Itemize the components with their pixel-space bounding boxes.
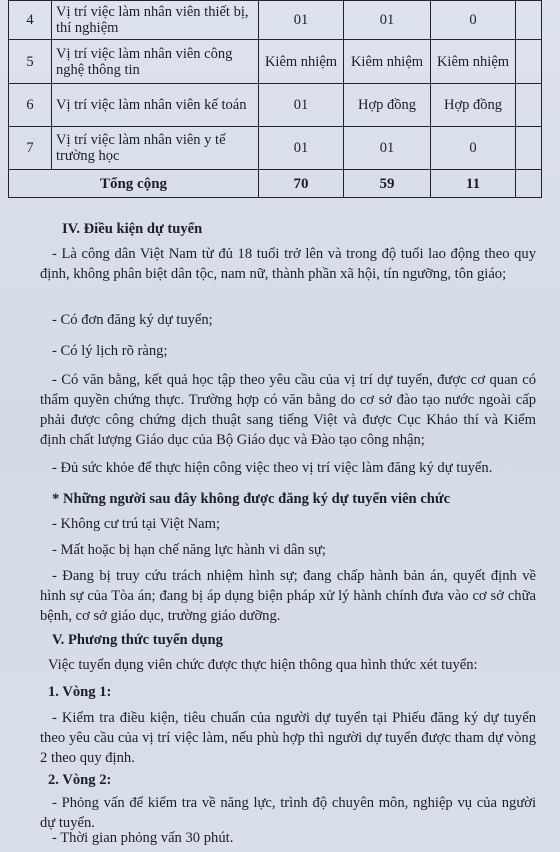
paragraph: - Đủ sức khỏe để thực hiện công việc theo vị trí việc làm đăng ký dự tuyển.: [52, 460, 493, 476]
position-cell: Vị trí việc làm nhân viên kế toán: [52, 84, 259, 127]
value-cell: 01: [259, 84, 344, 127]
value-cell: 0: [431, 127, 516, 170]
empty-cell: [516, 40, 542, 84]
position-cell: Vị trí việc làm nhân viên thiết bị, thí nghiệm: [52, 1, 259, 40]
value-cell: 01: [344, 127, 431, 170]
value-cell: 01: [259, 127, 344, 170]
empty-cell: [516, 1, 542, 40]
position-cell: Vị trí việc làm nhân viên công nghệ thông tin: [52, 40, 259, 84]
value-cell: Kiêm nhiệm: [344, 40, 431, 84]
position-cell: Vị trí việc làm nhân viên y tế trường học: [52, 127, 259, 170]
paragraph: - Kiểm tra điều kiện, tiêu chuẩn của người dự tuyển tại Phiếu đăng ký dự tuyển theo yêu cầu của vị trí việc làm, nếu phù hợp thì người dự tuyển được tham dự vòng 2 theo quy định.: [40, 710, 536, 766]
table-row: [9, 84, 542, 127]
section-heading: V. Phương thức tuyển dụng: [52, 632, 223, 648]
value-cell: Kiêm nhiệm: [259, 40, 344, 84]
staffing-table: [8, 0, 542, 198]
table-row: [9, 40, 542, 84]
sub-heading: * Những người sau đây không được đăng ký dự tuyển viên chức: [52, 491, 451, 507]
empty-cell: [516, 84, 542, 127]
section-heading: IV. Điều kiện dự tuyển: [62, 221, 203, 237]
value-cell: 01: [344, 1, 431, 40]
paragraph: - Có văn bằng, kết quả học tập theo yêu cầu của vị trí dự tuyển, được cơ quan có thẩm quyền chứng thực. Trường hợp có văn bằng do cơ sở đào tạo nước ngoài cấp phải được công chứng dịch thuật sang tiếng Việt và được Cục Khảo thí và Kiểm định chất lượng Giáo dục của Bộ Giáo dục và Đào tạo công nhận;: [40, 372, 536, 448]
value-cell: Kiêm nhiệm: [431, 40, 516, 84]
total-value: 11: [431, 170, 516, 198]
total-value: 70: [259, 170, 344, 198]
row-number: 6: [9, 84, 52, 127]
table-row: [9, 127, 542, 170]
total-row: [9, 170, 542, 198]
paragraph: - Không cư trú tại Việt Nam;: [52, 516, 221, 532]
paragraph: - Có đơn đăng ký dự tuyển;: [52, 312, 213, 328]
total-label: Tổng cộng: [9, 170, 259, 198]
paragraph: - Phỏng vấn để kiểm tra về năng lực, trình độ chuyên môn, nghiệp vụ của người dự tuyển.: [40, 795, 536, 831]
row-number: 4: [9, 1, 52, 40]
value-cell: Hợp đồng: [431, 84, 516, 127]
empty-cell: [516, 170, 542, 198]
table-row: [9, 1, 542, 40]
paragraph: - Là công dân Việt Nam từ đủ 18 tuổi trở lên và trong độ tuổi lao động theo quy định, không phân biệt dân tộc, nam nữ, thành phần xã hội, tín ngưỡng, tôn giáo;: [40, 246, 536, 282]
value-cell: Hợp đồng: [344, 84, 431, 127]
total-value: 59: [344, 170, 431, 198]
row-number: 5: [9, 40, 52, 84]
row-number: 7: [9, 127, 52, 170]
paragraph: - Thời gian phỏng vấn 30 phút.: [52, 830, 234, 846]
round-heading: 1. Vòng 1:: [48, 684, 112, 700]
value-cell: 0: [431, 1, 516, 40]
paragraph: - Có lý lịch rõ ràng;: [52, 343, 168, 359]
empty-cell: [516, 127, 542, 170]
round-heading: 2. Vòng 2:: [48, 772, 112, 788]
paragraph: - Mất hoặc bị hạn chế năng lực hành vi dân sự;: [52, 542, 326, 558]
value-cell: 01: [259, 1, 344, 40]
paragraph: - Đang bị truy cứu trách nhiệm hình sự; đang chấp hành bản án, quyết định về hình sự của Tòa án; đang bị áp dụng biện pháp xử lý hành chính đưa vào cơ sở chữa bệnh, cơ sở giáo dục, trường giáo dưỡng.: [40, 568, 536, 624]
paragraph: Việc tuyển dụng viên chức được thực hiện thông qua hình thức xét tuyển:: [48, 657, 478, 673]
